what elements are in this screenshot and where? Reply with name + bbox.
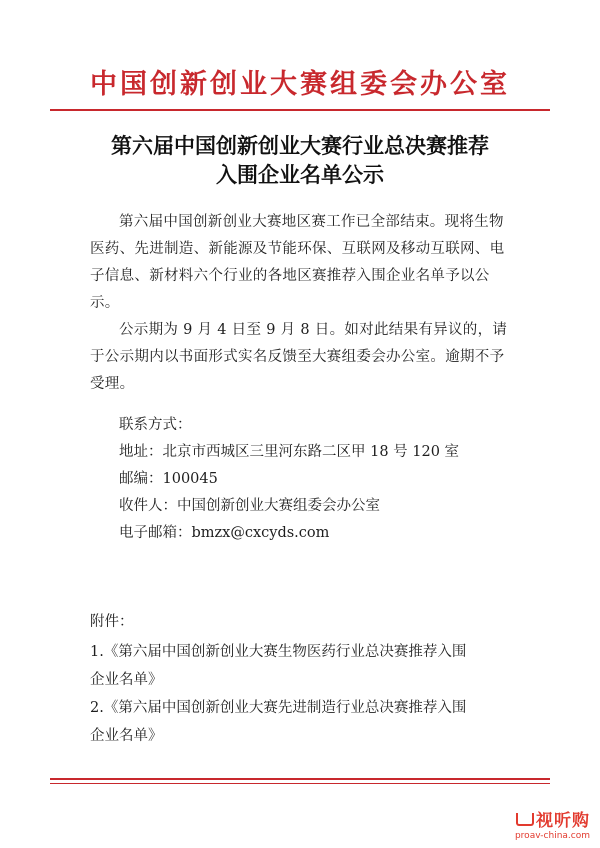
watermark-url: proav-china.com <box>514 831 590 841</box>
contact-postcode: 邮编：100045 <box>119 471 218 487</box>
document-title <box>0 131 600 189</box>
notice-body <box>90 209 510 398</box>
site-watermark <box>515 811 590 842</box>
header-divider <box>50 109 550 111</box>
attachments-section <box>90 608 510 750</box>
footer-divider-thick <box>50 778 550 780</box>
attachment-item-1-line-2: 企业名单》 <box>90 672 163 688</box>
shopping-cart-icon <box>516 813 534 826</box>
watermark-logo-text: 视听购 <box>536 811 590 831</box>
document-title-line-1: 第六届中国创新创业大赛行业总决赛推荐 <box>111 133 489 158</box>
organization-header: 中国创新创业大赛组委会办公室 <box>90 69 510 100</box>
contact-email: 电子邮箱：bmzx@cxcyds.com <box>119 525 330 541</box>
notice-paragraph-2: 公示期为 9 月 4 日至 9 月 8 日。如对此结果有异议的，请于公示期内以书面形式实名反馈至大赛组委会办公室。逾期不予受理。 <box>90 322 508 392</box>
notice-paragraph-1: 第六届中国创新创业大赛地区赛工作已全部结束。现将生物医药、先进制造、新能源及节能环保、互联网及移动互联网、电子信息、新材料六个行业的各地区赛推荐入围企业名单予以公示。 <box>90 214 505 311</box>
contact-address: 地址：北京市西城区三里河东路二区甲 18 号 120 室 <box>119 444 460 460</box>
contact-recipient: 收件人：中国创新创业大赛组委会办公室 <box>119 498 380 514</box>
footer-divider-thin <box>50 783 550 784</box>
attachment-item-2-line-2: 企业名单》 <box>90 728 163 744</box>
attachment-item-2-line-1: 2.《第六届中国创新创业大赛先进制造行业总决赛推荐入围 <box>90 700 467 716</box>
attachment-item-1-line-1: 1.《第六届中国创新创业大赛生物医药行业总决赛推荐入围 <box>90 644 467 660</box>
document-title-line-2: 入围企业名单公示 <box>216 162 384 187</box>
contact-heading: 联系方式： <box>119 417 192 433</box>
watermark-logo <box>515 811 590 831</box>
attachments-heading: 附件： <box>90 614 134 630</box>
